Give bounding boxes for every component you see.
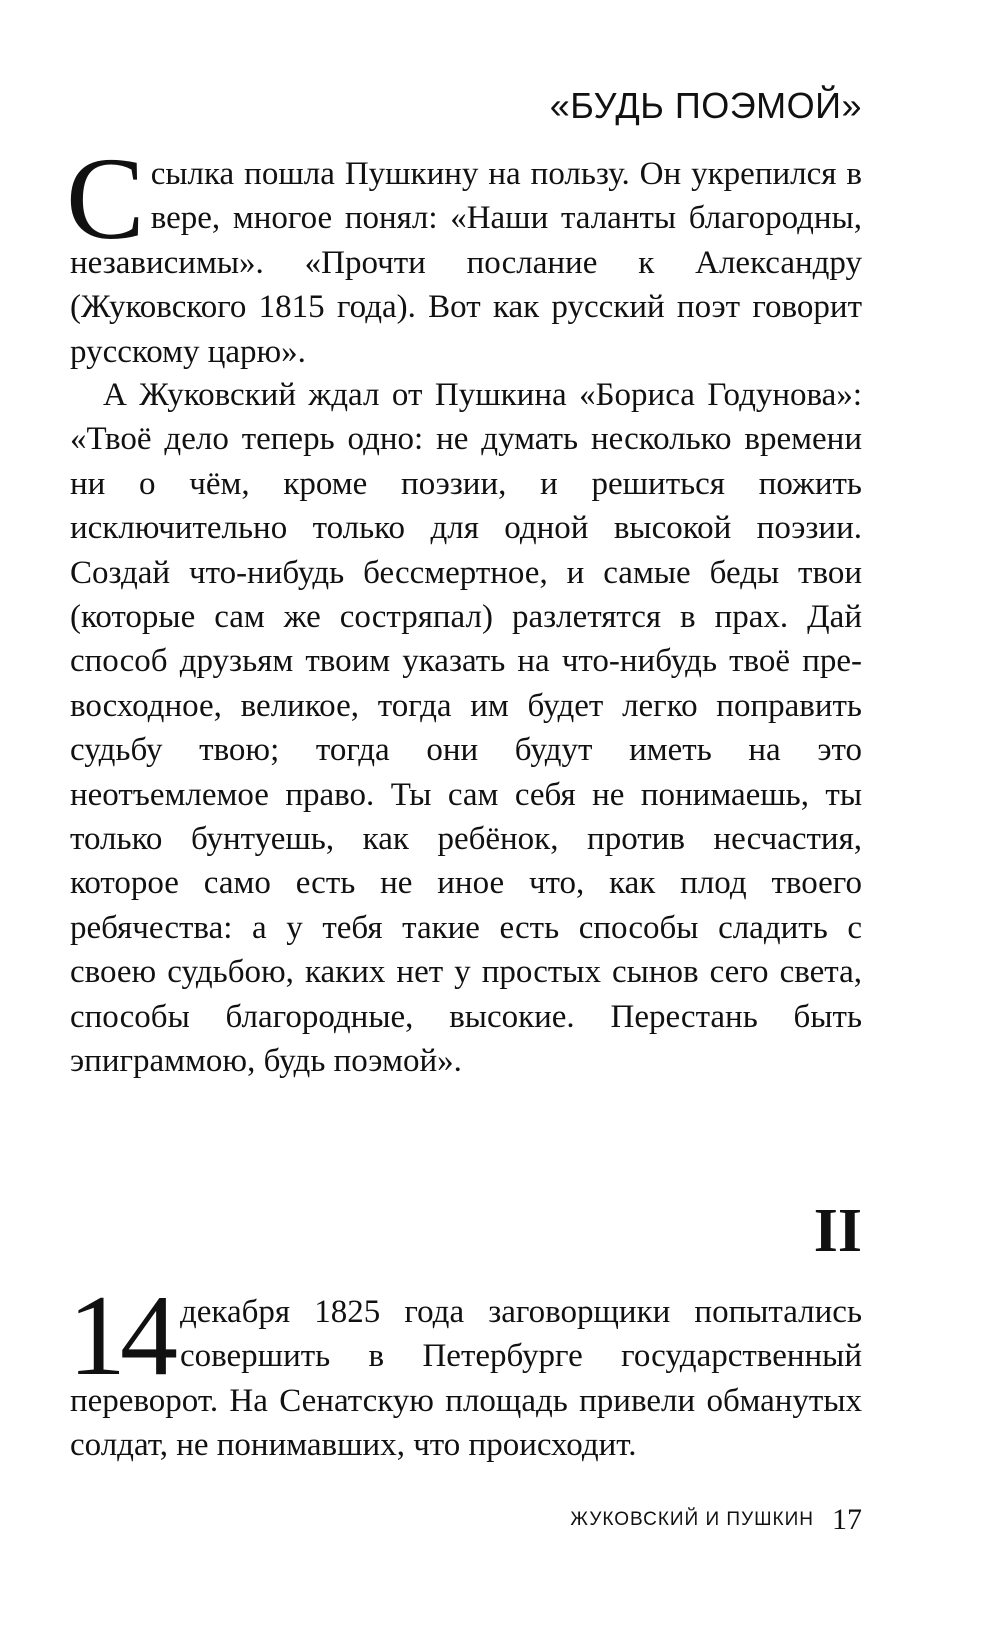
running-title: ЖУКОВСКИЙ И ПУШКИН <box>570 1509 814 1530</box>
paragraph-3 <box>68 1272 862 1468</box>
section-title: «БУДЬ ПОЭМОЙ» <box>549 85 862 126</box>
drop-cap-letter: С <box>66 133 145 264</box>
book-page <box>66 0 862 1643</box>
paragraph-1-text: сылка пошла Пушкину на пользу. Он укрепился в вере, многое понял: «Наши таланты благородны, независимы». «Прочти послание к Александру (Жуковского 1815 года). Вот как русский поэт говорит русскому царю». <box>70 156 862 370</box>
paragraph-3-text: декабря 1825 года заговорщики попытались совершить в Петербурге государственный переворот. На Сенатскую площадь привели обманутых солдат, не понимавших, что происходит. <box>70 1294 862 1464</box>
drop-cap-number: 14 <box>68 1272 172 1400</box>
paragraph-1 <box>66 133 862 374</box>
page-footer <box>570 1503 862 1537</box>
chapter-number: II <box>813 1197 862 1265</box>
paragraph-2: А Жуковский ждал от Пушкина «Бориса Годунова»: «Твоё дело теперь одно: не думать несколько времени ни о чём, кроме поэзии, и решиться пожить исключительно только для одной высокой поэзии. Создай что-нибудь бессмертное, и самые беды твои (которые сам же состряпал) разлетятся в прах. Дай способ друзьям твоим указать на что-нибудь твоё превосходное, великое, тогда им будет легко поправить судьбу твою; тогда они будут иметь на это неотъемлемое право. Ты сам себя не понимаешь, ты только бунтуешь, как ребёнок, против несчастия, которое само есть не иное что, как плод твоего ребячества: а у тебя такие есть способы сладить с своею судьбою, каких нет у простых сынов сего света, способы благородные, высокие. Перестань быть эпиграммою, будь поэмой». <box>70 377 862 1080</box>
page-number: 17 <box>832 1503 862 1536</box>
